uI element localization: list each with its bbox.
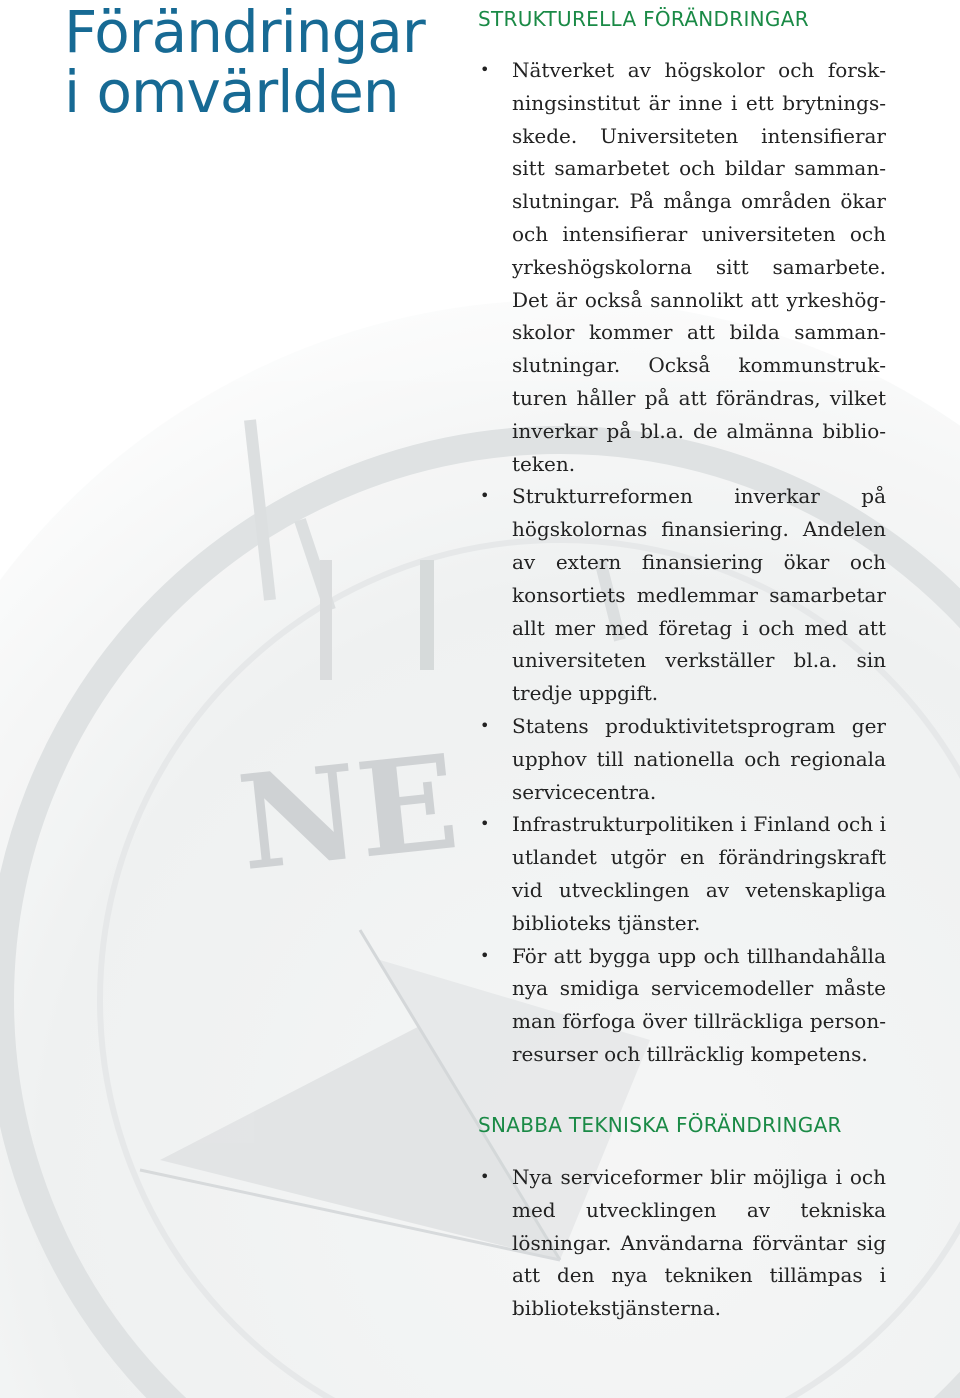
list-item-text: Statens produktivitetsprogram ger upphov till nationella och regionala servicecentra. <box>512 713 886 804</box>
page-title-line-1: Förändringar <box>64 0 425 66</box>
bullet-icon: • <box>480 486 490 506</box>
list-item <box>478 710 886 808</box>
list-item <box>478 808 886 939</box>
bullet-icon: • <box>480 945 490 965</box>
bullet-icon: • <box>480 814 490 834</box>
compass-ne-letters: NE <box>231 725 465 901</box>
list-item-text: Nya serviceformer blir möjliga i och med utvecklingen av tekniska lösningar. Användarna förväntar sig att den nya tekniken tillämpas i bibliotekstjänsterna. <box>512 1165 886 1321</box>
technical-changes-list <box>478 1161 886 1325</box>
list-item <box>478 54 886 480</box>
list-item-text: Strukturreformen inverkar på högskolornas finansiering. Andelen av extern finansiering ökar och konsortiets medlemmar samarbetar allt mer med företag i och med att universiteten verkställer bl.a. sin tredje uppgift. <box>512 484 886 706</box>
bullet-icon: • <box>480 1167 490 1186</box>
page-title <box>64 0 464 126</box>
list-item-text: För att bygga upp och tillhandahålla nya smidiga servicemodeller måste man förfoga över tillräckliga personresurser och tillräcklig kompetens. <box>512 943 886 1066</box>
list-item-text: Infrastrukturpolitiken i Finland och i utlandet utgör en förändringskraft vid utvecklingen av vetenskapliga biblioteks tjänster. <box>512 812 886 935</box>
bullet-icon: • <box>480 715 490 735</box>
page-title-line-2: i omvärlden <box>64 58 399 126</box>
list-item <box>478 1161 886 1325</box>
list-item <box>478 480 886 710</box>
list-item-text: Nätverket av högskolor och forskningsinstitut är inne i ett brytningsskede. Universiteten intensifierar sitt samarbetet och bildar sammanslutningar. På många områden ökar och intensifierar universiteten och yrkeshögskolorna sitt samarbete. Det är också sannolikt att yrkeshögskolor kommer att bilda sammanslutningar. Också kommunstrukturen håller på att förändras, vilket inverkar på bl.a. de almänna biblioteken. <box>512 58 886 476</box>
list-item <box>478 940 886 1071</box>
structural-changes-list <box>478 54 886 1071</box>
bullet-icon: • <box>480 60 490 79</box>
section-heading-technical-changes: SNABBA TEKNISKA FÖRÄNDRINGAR <box>478 1113 842 1137</box>
section-heading-structural-changes: STRUKTURELLA FÖRÄNDRINGAR <box>478 7 809 31</box>
